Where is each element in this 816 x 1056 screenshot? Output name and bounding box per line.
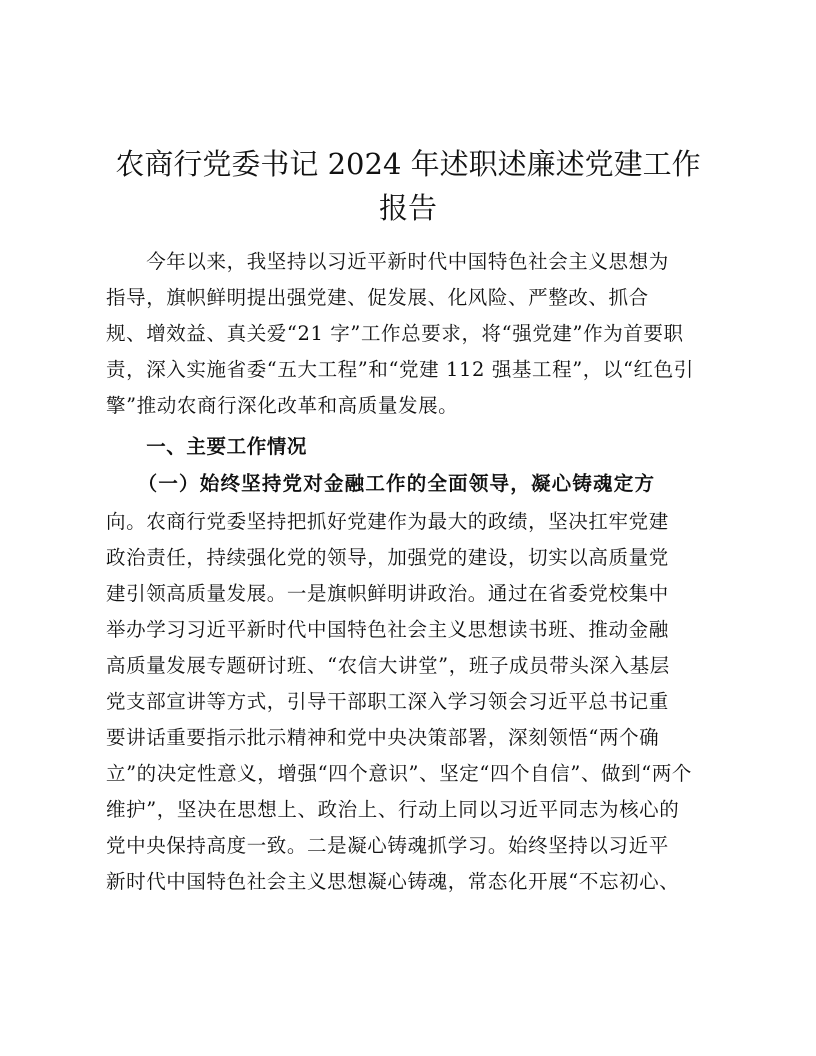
body-line: 向。农商行党委坚持把抓好党建作为最大的政绩，坚决扛牢党建 — [106, 510, 669, 533]
body-line: 建引领高质量发展。一是旗帜鲜明讲政治。通过在省委党校集中 — [106, 582, 669, 605]
body-line: 党支部宣讲等方式，引导干部职工深入学习领会习近平总书记重 — [106, 690, 669, 713]
body-line: 指导，旗帜鲜明提出强党建、促发展、化风险、严整改、抓合 — [106, 286, 649, 309]
section-heading: 一、主要工作情况 — [106, 435, 308, 458]
body-line: 维护”，坚决在思想上、政治上、行动上同以习近平同志为核心的 — [106, 798, 680, 821]
body-line: 责，深入实施省委“五大工程”和“党建 112 强基工程”，以“红色引 — [106, 358, 694, 381]
body-line: 政治责任，持续强化党的领导，加强党的建设，切实以高质量党 — [106, 546, 669, 569]
body-line: 举办学习习近平新时代中国特色社会主义思想读书班、推动金融 — [106, 618, 669, 641]
document-title-line-1: 农商行党委书记 2024 年述职述廉述党建工作 — [115, 147, 701, 181]
body-line: 党中央保持高度一致。二是凝心铸魂抓学习。始终坚持以习近平 — [106, 834, 669, 857]
document-title-line-2: 报告 — [378, 191, 437, 225]
body-line: 今年以来，我坚持以习近平新时代中国特色社会主义思想为 — [106, 250, 669, 273]
body-line: 规、增效益、真关爱“21 字”工作总要求，将“强党建”作为首要职 — [106, 322, 684, 345]
subsection-heading: （一）始终坚持党对金融工作的全面领导，凝心铸魂定方 — [106, 472, 656, 495]
body-line: 立”的决定性意义，增强“四个意识”、坚定“四个自信”、做到“两个 — [106, 762, 693, 785]
body-line: 擎”推动农商行深化改革和高质量发展。 — [106, 394, 459, 417]
body-line: 要讲话重要指示批示精神和党中央决策部署，深刻领悟“两个确 — [106, 726, 660, 749]
body-line: 高质量发展专题研讨班、“农信大讲堂”，班子成员带头深入基层 — [106, 654, 670, 677]
body-line: 新时代中国特色社会主义思想凝心铸魂，常态化开展“不忘初心、 — [106, 870, 680, 893]
